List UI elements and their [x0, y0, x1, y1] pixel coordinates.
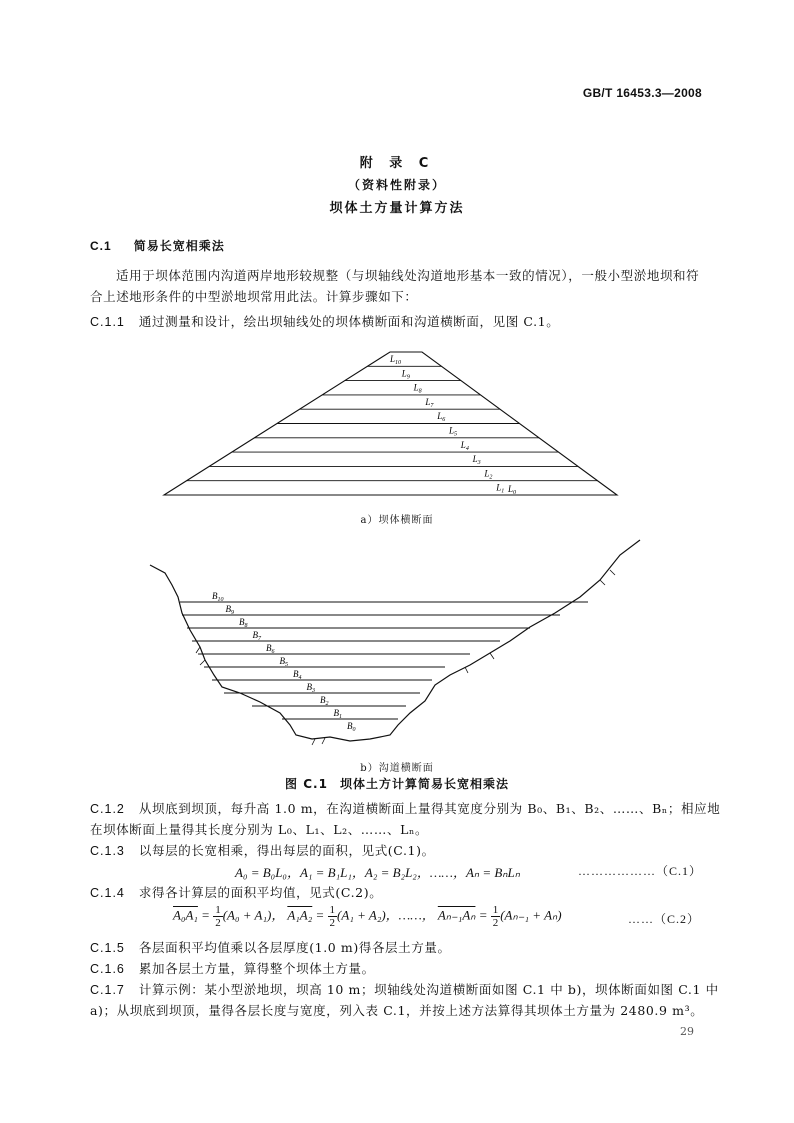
- formula-c1: A₀ = B₀L₀，A₁ = B₁L₁，A₂ = B₂L₂，……，Aₙ = BₙLₙ: [235, 865, 520, 880]
- clause-c113: [90, 841, 435, 859]
- dam-layer-label: $L_0$: [508, 484, 517, 496]
- gully-layer-label: $B_{10}$: [212, 591, 224, 603]
- figure-number: 图 C.1: [285, 777, 328, 791]
- clause-c112-continued: 在坝体断面上量得其长度分别为 L₀、L₁、L₂、……、Lₙ。: [90, 822, 429, 837]
- gully-layer-label: $B_5$: [279, 656, 288, 668]
- dam-layer-label: $L_{10}$: [390, 354, 402, 366]
- appendix-name: 坝体土方量计算方法: [329, 201, 465, 216]
- section-number: C.1: [90, 239, 112, 253]
- appendix-title: 附 录 C: [359, 156, 435, 171]
- dam-layer-label: $L_6$: [437, 411, 446, 424]
- figure-name: 坝体土方计算简易长宽相乘法: [339, 777, 509, 791]
- figure-caption-b: b）沟道横断面: [360, 763, 434, 774]
- gully-layer-label: $B_7$: [252, 630, 261, 642]
- gully-layer-label: $B_2$: [320, 695, 329, 707]
- formula-term: A₁A₂: [287, 907, 313, 923]
- standard-code: GB/T 16453.3—2008: [582, 86, 702, 100]
- dam-layer-label: $L_2$: [484, 468, 493, 481]
- formula-term: (A₀ + A₁)，: [222, 907, 285, 923]
- section-title: 简易长宽相乘法: [133, 239, 225, 253]
- section-heading: [90, 237, 225, 254]
- gully-cross-section-figure: [0, 535, 794, 755]
- formula-term: Aₙ₋₁Aₙ: [437, 907, 476, 923]
- clause-c114: [90, 883, 382, 901]
- dam-layer-label: $L_8$: [413, 382, 422, 395]
- clause-text: 计算示例：某小型淤地坝，坝高 10 m；坝轴线处沟道横断面如图 C.1 中 b)，坝体断面如图 C.1 中: [138, 982, 719, 997]
- page-number: 29: [680, 1025, 694, 1038]
- gully-terrain: [150, 540, 640, 741]
- clause-text: 累加各层土方量，算得整个坝体土方量。: [138, 961, 375, 976]
- gully-layer-label: $B_1$: [333, 708, 342, 720]
- formula-term: A₀A₁: [173, 907, 198, 923]
- terrain-hatching: [196, 570, 615, 745]
- gully-layer-label: $B_6$: [266, 643, 275, 655]
- clause-number: C.1.4: [90, 886, 125, 900]
- fraction-half: $\frac{1}{2}$: [492, 904, 499, 929]
- fraction-half: $\frac{1}{2}$: [329, 904, 336, 929]
- clause-text: 以每层的长宽相乘，得出每层的面积，见式(C.1)。: [138, 843, 435, 858]
- clause-number: C.1.2: [90, 802, 125, 816]
- gully-layer-label: $B_9$: [225, 604, 234, 616]
- formula-c2-number: ……（C.2）: [628, 912, 701, 926]
- clause-number: C.1.3: [90, 844, 125, 858]
- clause-c111: [90, 312, 559, 330]
- clause-number: C.1.5: [90, 941, 125, 955]
- clause-text: 各层面积平均值乘以各层厚度(1.0 m)得各层土方量。: [138, 940, 451, 955]
- clause-c117: [90, 980, 719, 998]
- formula-c2: A₀A₁ = $\frac{1}{2}$ (A₀ + A₁)， A₁A₂ = $\frac{1}{2}$ (A₁ + A₂)，……， Aₙ₋₁Aₙ = $\frac{1}{2}$ (Aₙ₋₁ + Aₙ): [173, 904, 562, 929]
- clause-c117-continued: a)；从坝底到坝顶，量得各层长度与宽度，列入表 C.1，并按上述方法算得其坝体土方量为 2480.9 m³。: [90, 1003, 704, 1018]
- gully-layer-label: $B_4$: [293, 669, 302, 681]
- figure-title: [0, 775, 794, 792]
- clause-number: C.1.1: [90, 315, 125, 329]
- figure-caption-a: a）坝体横断面: [360, 515, 434, 526]
- clause-c115: [90, 938, 451, 956]
- gully-layer-label: $B_8$: [239, 617, 248, 629]
- formula-term: (Aₙ₋₁ + Aₙ): [500, 907, 562, 923]
- clause-text: 通过测量和设计，绘出坝轴线处的坝体横断面和沟道横断面，见图 C.1。: [138, 314, 560, 329]
- dam-layer-label: $L_5$: [449, 425, 458, 438]
- dam-layer-label: $L_7$: [425, 396, 434, 409]
- fraction-half: $\frac{1}{2}$: [215, 904, 221, 929]
- dam-layer-label: $L_4$: [460, 439, 469, 452]
- formula-c1-number: ………………（C.1）: [578, 864, 703, 878]
- clause-c112: [90, 799, 720, 817]
- clause-text: 求得各计算层的面积平均值，见式(C.2)。: [138, 885, 383, 900]
- dam-layer-label: $L_9$: [401, 368, 410, 381]
- clause-number: C.1.7: [90, 983, 125, 997]
- appendix-subtitle: （资料性附录）: [347, 178, 446, 192]
- clause-number: C.1.6: [90, 962, 125, 976]
- dam-layer-label: $L_3$: [472, 454, 481, 467]
- clause-text: 从坝底到坝顶，每升高 1.0 m，在沟道横断面上量得其宽度分别为 B₀、B₁、B₂、……、Bₙ；相应地: [138, 801, 721, 816]
- dam-cross-section-figure: [0, 340, 794, 510]
- gully-layer-label: $B_0$: [347, 721, 356, 733]
- intro-paragraph: 适用于坝体范围内沟道两岸地形较规整（与坝轴线处沟道地形基本一致的情况），一般小型淤地坝和符合上述地形条件的中型淤地坝常用此法。计算步骤如下：: [90, 268, 700, 304]
- clause-c116: [90, 959, 375, 977]
- dam-layer-label: $L_1$: [496, 482, 505, 495]
- gully-layer-label: $B_3$: [306, 682, 315, 694]
- formula-term: (A₁ + A₂)，……，: [337, 907, 435, 923]
